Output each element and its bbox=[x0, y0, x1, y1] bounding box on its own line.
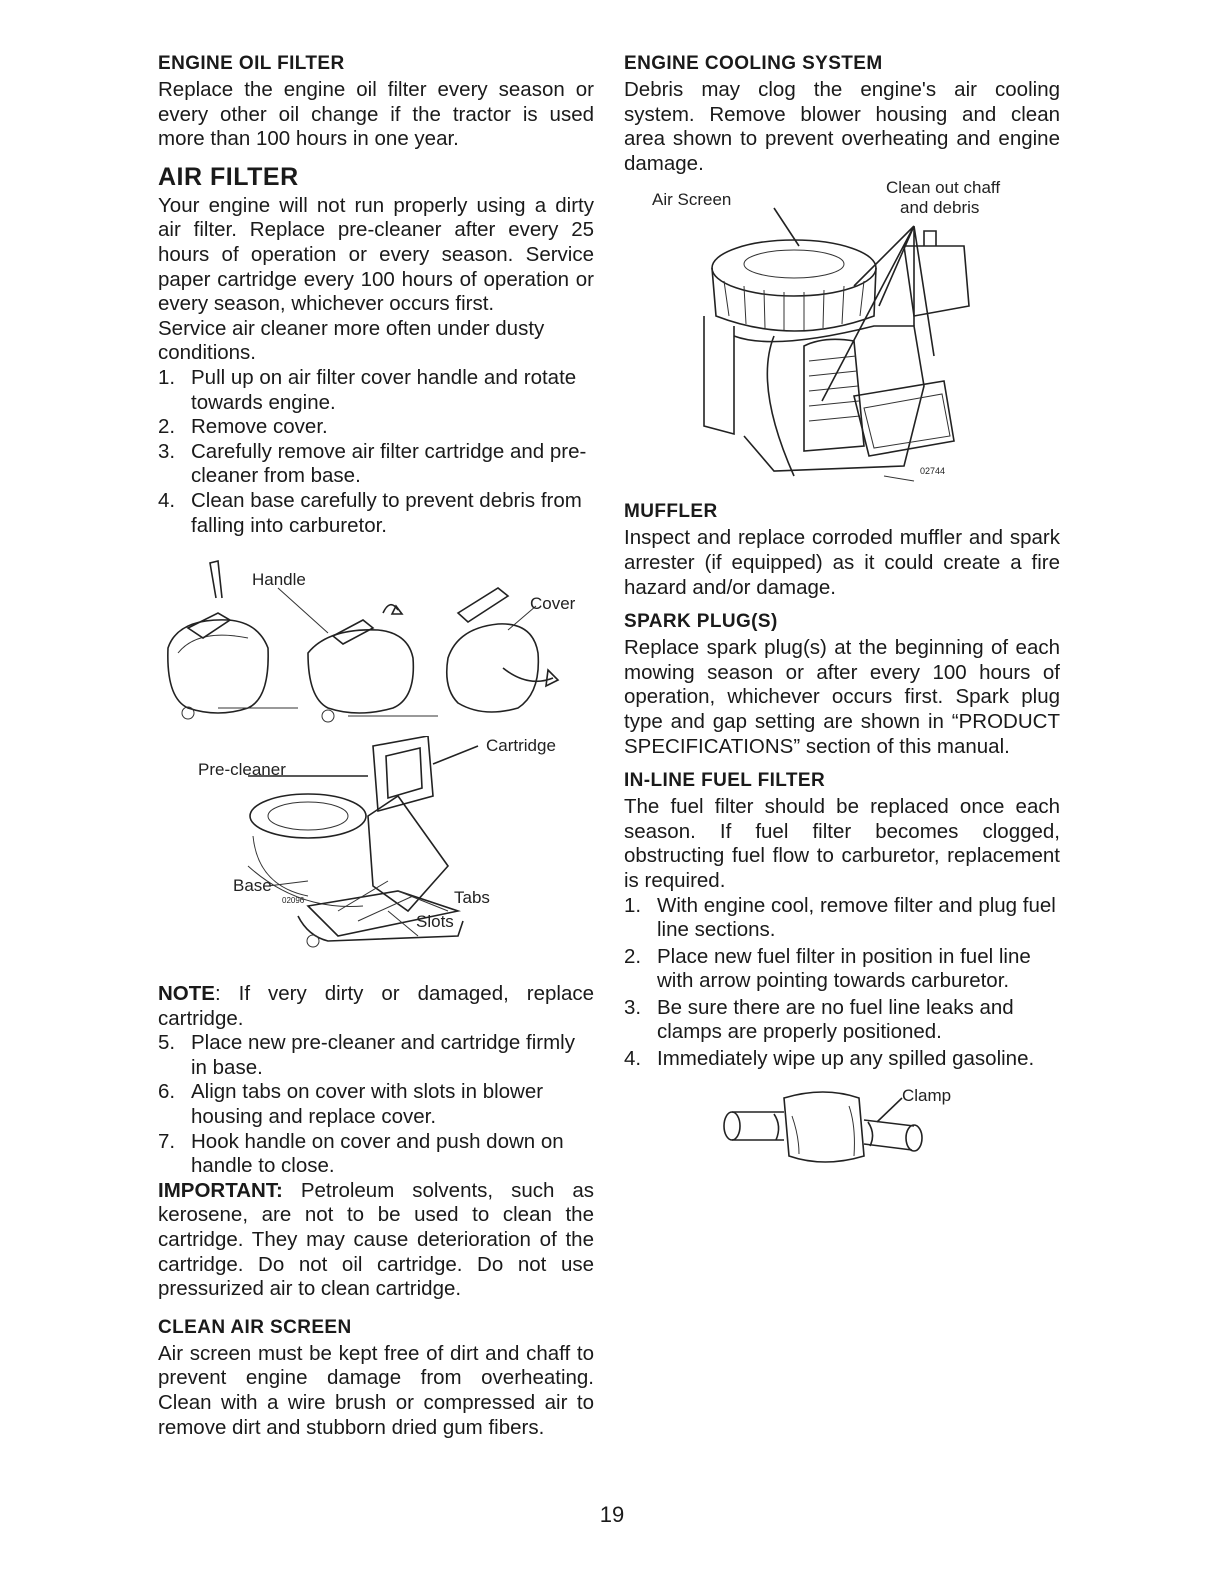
fuel-filter-body: The fuel filter should be replaced once each season. If fuel filter becomes clogged, obstructing fuel flow to carburetor, replacement is required. bbox=[624, 795, 1060, 892]
spark-plug-heading: SPARK PLUG(S) bbox=[624, 611, 778, 633]
fuel-filter-illustration bbox=[624, 1086, 1060, 1186]
fuel-filter-steps bbox=[624, 894, 1060, 1072]
cartridge-label: Cartridge bbox=[486, 736, 556, 756]
list-item: 3. Be sure there are no fuel line leaks and clamps are properly positioned. bbox=[624, 995, 1014, 1044]
fuel-filter-heading: IN-LINE FUEL FILTER bbox=[624, 770, 826, 792]
engine-illustration bbox=[624, 186, 1060, 498]
engine-figure-code: 02744 bbox=[920, 466, 946, 477]
handle-label: Handle bbox=[252, 570, 306, 590]
right-column bbox=[624, 52, 1060, 1186]
air-filter-cartridge-figure bbox=[158, 736, 594, 976]
cover-label: Cover bbox=[530, 594, 576, 614]
engine-cooling-figure bbox=[624, 178, 1060, 498]
oil-filter-body: Replace the engine oil filter every season or every other oil change if the tractor is used more than 100 hours in one year. bbox=[158, 78, 594, 151]
note-paragraph: NOTE: If very dirty or damaged, replace cartridge. bbox=[158, 982, 594, 1030]
page-number: 19 bbox=[599, 1502, 625, 1527]
list-item: 1. With engine cool, remove filter and plug fuel line sections. bbox=[624, 893, 1056, 942]
tabs-label: Tabs bbox=[454, 888, 490, 908]
oil-filter-heading: ENGINE OIL FILTER bbox=[158, 53, 345, 74]
list-item: 4. Clean base carefully to prevent debris from falling into carburetor. bbox=[158, 488, 582, 537]
air-filter-cover-figure bbox=[158, 558, 594, 728]
list-item: 2. Place new fuel filter in position in fuel line with arrow pointing towards carburetor. bbox=[624, 944, 1031, 993]
note-label: NOTE bbox=[158, 982, 215, 1006]
clean-out-label-line2: and debris bbox=[900, 198, 980, 218]
list-item: 2. Remove cover. bbox=[158, 415, 328, 439]
list-item: 4. Immediately wipe up any spilled gasoline. bbox=[624, 1047, 1035, 1071]
figure-code: 02096 bbox=[282, 896, 305, 906]
clamp-label: Clamp bbox=[902, 1085, 952, 1105]
list-item: 3. Carefully remove air filter cartridge and pre-cleaner from base. bbox=[158, 439, 587, 488]
fuel-filter-figure bbox=[624, 1086, 1060, 1186]
muffler-body: Inspect and replace corroded muffler and spark arrester (if equipped) as it could create a fire hazard and/or damage. bbox=[624, 526, 1060, 599]
clean-out-label-line1: Clean out chaff bbox=[886, 178, 1001, 198]
important-label: IMPORTANT: bbox=[158, 1178, 283, 1202]
cooling-heading: ENGINE COOLING SYSTEM bbox=[624, 53, 883, 74]
air-screen-label: Air Screen bbox=[652, 190, 732, 210]
air-filter-steps bbox=[158, 366, 594, 538]
cooling-body: Debris may clog the engine's air cooling system. Remove blower housing and clean area shown to prevent overheating and engine damage. bbox=[624, 78, 1060, 175]
pre-cleaner-label: Pre-cleaner bbox=[198, 760, 286, 780]
important-paragraph: IMPORTANT: Petroleum solvents, such as kerosene, are not to be used to clean the cartridge. They may cause deterioration of the cartridge. Do not oil cartridge. Do not use pressurized air to clean cartridge. bbox=[158, 1178, 594, 1301]
air-filter-heading: AIR FILTER bbox=[158, 162, 299, 191]
air-filter-body: Your engine will not run properly using a dirty air filter. Replace pre-cleaner after every 25 hours of operation or every season. Service paper cartridge every 100 hours of operation or every season, whichever occurs first. bbox=[158, 193, 594, 316]
cover-illustration bbox=[158, 558, 594, 728]
left-column bbox=[158, 52, 594, 1440]
list-item: 1. Pull up on air filter cover handle and rotate towards engine. bbox=[158, 365, 577, 414]
muffler-heading: MUFFLER bbox=[624, 501, 718, 523]
spark-plug-body: Replace spark plug(s) at the beginning of each mowing season or after every 100 hours of operation, whichever occurs first. Spark plug type and gap setting are shown in “PRODUCT SPECIFICATIONS” section of this manual. bbox=[624, 636, 1060, 758]
air-screen-body: Air screen must be kept free of dirt and chaff to prevent engine damage from overheating. Clean with a wire brush or compressed air to remove dirt and stubborn dried gum fibers. bbox=[158, 1341, 594, 1439]
air-filter-steps-continued bbox=[158, 1031, 594, 1179]
list-item: 5. Place new pre-cleaner and cartridge firmly in base. bbox=[158, 1031, 575, 1079]
air-filter-dusty-note: Service air cleaner more often under dusty conditions. bbox=[158, 316, 545, 365]
base-label: Base bbox=[233, 876, 272, 896]
list-item: 7. Hook handle on cover and push down on handle to close. bbox=[158, 1129, 564, 1178]
air-screen-heading: CLEAN AIR SCREEN bbox=[158, 1316, 352, 1338]
slots-label: Slots bbox=[416, 912, 454, 932]
list-item: 6. Align tabs on cover with slots in blower housing and replace cover. bbox=[158, 1080, 544, 1129]
